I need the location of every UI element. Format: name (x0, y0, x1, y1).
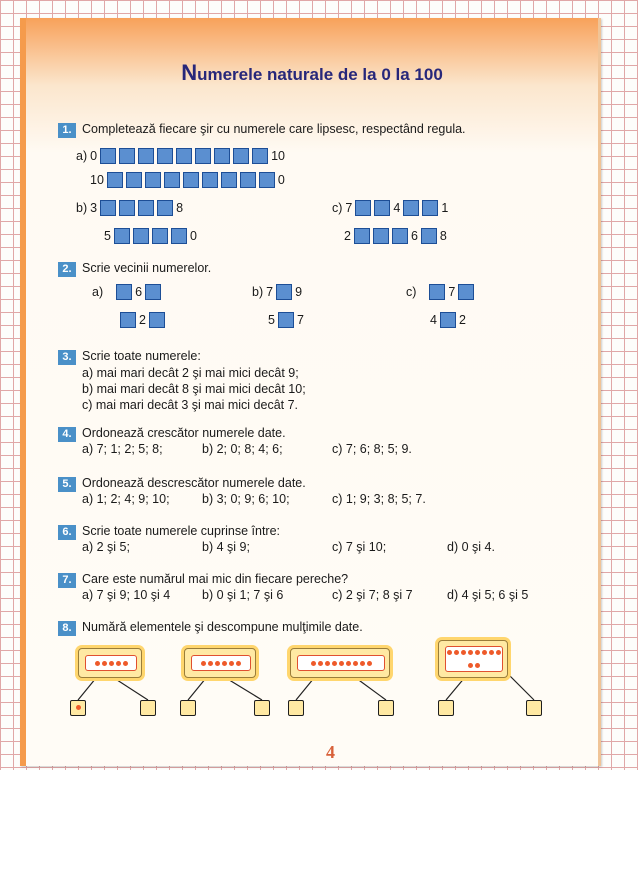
set-box (78, 648, 142, 678)
set-element-dot (95, 661, 100, 666)
neighbors-2c-row1: c) 7 (406, 284, 474, 300)
set-element-dot (468, 663, 473, 668)
set-element-dot (332, 661, 337, 666)
set-element-dot (318, 661, 323, 666)
list-item: b) mai mari decât 8 şi mai mici decât 10; (82, 382, 306, 396)
set-element-dot (468, 650, 473, 655)
workbook-page (20, 18, 601, 766)
set-element-dot (215, 661, 220, 666)
set-element-dot (325, 661, 330, 666)
exercise-number: 5. (58, 477, 76, 492)
set-box (438, 640, 508, 678)
exercise-instruction: Numără elementele şi descompune mulţimile date. (82, 620, 363, 634)
list-item: b) 4 şi 9; (202, 540, 250, 554)
set-box (290, 648, 390, 678)
set-element-dot (311, 661, 316, 666)
neighbors-2a-row1: a) 6 (92, 284, 161, 300)
page-number: 4 (326, 742, 335, 762)
set-element-dot (201, 661, 206, 666)
set-element-dot (123, 661, 128, 666)
set-element-dot (489, 650, 494, 655)
exercise-number: 7. (58, 573, 76, 588)
part-box[interactable] (140, 700, 156, 716)
neighbors-2b-row2: 5 7 (268, 313, 304, 327)
set-element-dot (353, 661, 358, 666)
exercise-instruction: Scrie toate numerele: (82, 349, 201, 363)
page-title: Numerele naturale de la 0 la 100 (181, 60, 443, 85)
list-item: a) 1; 2; 4; 9; 10; (82, 492, 170, 506)
set-element-dot (236, 661, 241, 666)
exercise-number: 2. (58, 262, 76, 277)
set-element-dot (222, 661, 227, 666)
set-element-dot (475, 650, 480, 655)
seq-1b-row2: 5 0 (104, 229, 197, 243)
exercise-number: 1. (58, 123, 76, 138)
neighbors-2a-row2: 2 (120, 312, 165, 328)
exercise-number: 3. (58, 350, 76, 365)
exercise-instruction: Care este numărul mai mic din fiecare pereche? (82, 572, 349, 586)
seq-1a-row1: a) 0 10 (76, 149, 285, 163)
set-element-dot (367, 661, 372, 666)
set-element-dot (496, 650, 501, 655)
exercise-instruction: Completează fiecare şir cu numerele care lipsesc, respectând regula. (82, 122, 466, 136)
set-dots (85, 655, 137, 671)
set-element-dot (454, 650, 459, 655)
list-item: c) 2 şi 7; 8 şi 7 (332, 588, 413, 602)
list-item: a) mai mari decât 2 şi mai mici decât 9; (82, 366, 299, 380)
list-item: b) 2; 0; 8; 4; 6; (202, 442, 283, 456)
neighbors-2b-row1: b) 7 9 (252, 285, 303, 299)
set-element-dot (475, 663, 480, 668)
set-element-dot (102, 661, 107, 666)
set-element-dot (447, 650, 452, 655)
set-element-dot (461, 650, 466, 655)
set-dots (297, 655, 385, 671)
part-box[interactable] (70, 700, 86, 716)
part-box[interactable] (288, 700, 304, 716)
list-item: a) 7; 1; 2; 5; 8; (82, 442, 163, 456)
set-dots (445, 646, 503, 672)
list-item: c) 7 şi 10; (332, 540, 387, 554)
exercise-number: 6. (58, 525, 76, 540)
set-element-dot (346, 661, 351, 666)
exercise-instruction: Scrie toate numerele cuprinse între: (82, 524, 281, 538)
seq-1c-row2: 2 6 8 (344, 229, 447, 243)
list-item: c) 1; 9; 3; 8; 5; 7. (332, 492, 426, 506)
list-item: c) mai mari decât 3 şi mai mici decât 7. (82, 398, 299, 412)
part-box[interactable] (438, 700, 454, 716)
seq-1b-row1: b) 3 8 (76, 201, 184, 215)
set-dots (191, 655, 251, 671)
set-element-dot (208, 661, 213, 666)
exercise-instruction: Ordonează crescător numerele date. (82, 426, 286, 440)
part-box[interactable] (254, 700, 270, 716)
part-box[interactable] (526, 700, 542, 716)
set-element-dot (116, 661, 121, 666)
exercise-number: 4. (58, 427, 76, 442)
seq-1a-row2: 10 0 (90, 173, 285, 187)
exercise-instruction: Scrie vecinii numerelor. (82, 261, 212, 275)
set-element-dot (229, 661, 234, 666)
list-item: a) 2 şi 5; (82, 540, 130, 554)
list-item: c) 7; 6; 8; 5; 9. (332, 442, 412, 456)
seq-1c-row1: c) 7 4 1 (332, 201, 449, 215)
list-item: b) 3; 0; 9; 6; 10; (202, 492, 290, 506)
set-element-dot (360, 661, 365, 666)
list-item: d) 0 şi 4. (447, 540, 495, 554)
part-box[interactable] (180, 700, 196, 716)
exercise-instruction: Ordonează descrescător numerele date. (82, 476, 306, 490)
set-element-dot (482, 650, 487, 655)
set-element-dot (109, 661, 114, 666)
list-item: a) 7 şi 9; 10 şi 4 (82, 588, 171, 602)
exercise-number: 8. (58, 621, 76, 636)
list-item: d) 4 şi 5; 6 şi 5 (447, 588, 529, 602)
part-box[interactable] (378, 700, 394, 716)
set-element-dot (339, 661, 344, 666)
set-box (184, 648, 256, 678)
list-item: b) 0 şi 1; 7 şi 6 (202, 588, 284, 602)
neighbors-2c-row2: 4 2 (430, 313, 466, 327)
